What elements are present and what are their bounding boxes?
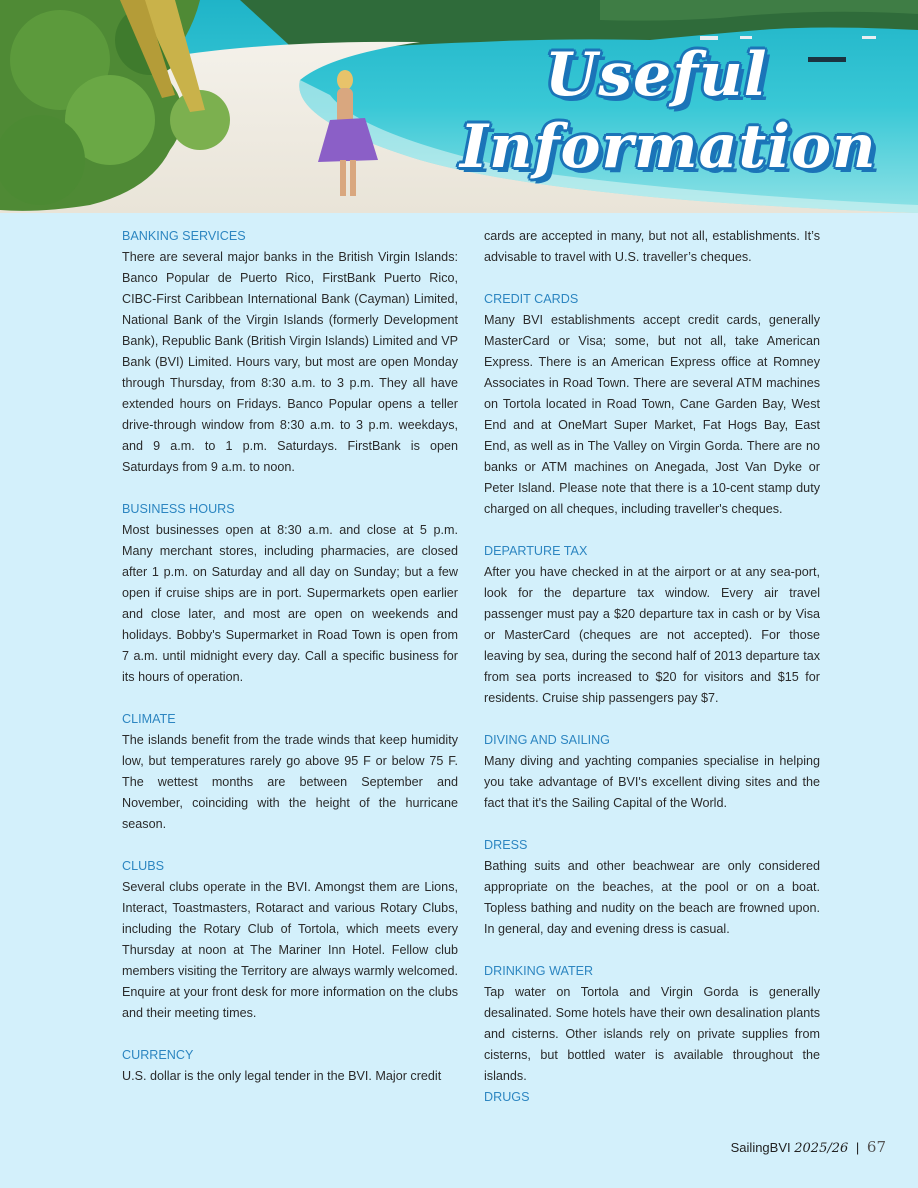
section-heading: CLIMATE: [122, 712, 176, 726]
right-column: [484, 226, 820, 1108]
section-heading: CLUBS: [122, 859, 164, 873]
section-heading: CURRENCY: [122, 1048, 194, 1062]
section-body: Many BVI establishments accept credit cards, generally MasterCard or Visa; some, but not all, take American Express. There is an American Express office at Romney Associates in Road Town. There are several ATM machines on Tortola located in Road Town, Cane Garden Bay, West End and at OneMart Super Market, Fat Hogs Bay, East End, as well as in The Valley on Virgin Gorda. There are no banks or ATM machines on Anegada, Jost Van Dyke or Peter Island. Please note that there is a 10-cent stamp duty charged on all cheques, including traveller's cheques.: [484, 313, 820, 516]
section-heading: BUSINESS HOURS: [122, 502, 235, 516]
section-body: The islands benefit from the trade winds that keep humidity low, but temperatures rarely go above 95 F or below 75 F. The wettest months are between September and November, coinciding with the height of the hurricane season.: [122, 733, 458, 831]
section-currency: [122, 1045, 458, 1087]
section-body: After you have checked in at the airport or at any sea-port, look for the departure tax window. Every air travel passenger must pay a $20 departure tax in cash or by Visa or MasterCard (cheques are not accepted). For those leaving by sea, during the second half of 2013 departure tax from sea ports increased to $20 for visitors and $15 for residents. Cruise ship passengers pay $7.: [484, 565, 820, 705]
section-departure-tax: [484, 541, 820, 709]
section-climate: [122, 709, 458, 835]
section-banking-services: [122, 226, 458, 478]
section-business-hours: [122, 499, 458, 688]
title-line-1: Useful: [545, 40, 768, 110]
publication-name: SailingBVI: [730, 1140, 791, 1155]
section-diving-and-sailing: [484, 730, 820, 814]
section-heading: BANKING SERVICES: [122, 229, 246, 243]
section-heading: CREDIT CARDS: [484, 292, 579, 306]
section-body: Most businesses open at 8:30 a.m. and close at 5 p.m. Many merchant stores, including pharmacies, are closed after 1 p.m. on Saturday and all day on Sunday; but a few open if cruise ships are in port. Supermarkets open earlier and close later, and most are open on weekends and holidays. Bobby's Supermarket in Road Town is open from 7 a.m. until midnight every day. Call a specific business for its hours of operation.: [122, 523, 458, 684]
page-footer: [731, 1138, 886, 1156]
currency-continuation: cards are accepted in many, but not all, establishments. It’s advisable to travel with U.S. traveller’s cheques.: [484, 229, 820, 264]
section-body: U.S. dollar is the only legal tender in the BVI. Major credit: [122, 1069, 442, 1083]
section-credit-cards: [484, 289, 820, 520]
section-heading-drugs: DRUGS: [484, 1090, 530, 1104]
section-clubs: [122, 856, 458, 1024]
section-body: Many diving and yachting companies specialise in helping you take advantage of BVI's excellent diving sites and the fact that it's the Sailing Capital of the World.: [484, 754, 820, 810]
issue-label: 2025/26: [794, 1141, 849, 1156]
section-heading: DEPARTURE TAX: [484, 544, 588, 558]
section-body: Several clubs operate in the BVI. Amongst them are Lions, Interact, Toastmasters, Rotaract and various Rotary Clubs, including the Rotary Club of Tortola, which meets every Thursday at noon at The Mariner Inn Hotel. Fellow club members visiting the Territory are always warmly welcomed. Enquire at your front desk for more information on the clubs and their meeting times.: [122, 880, 458, 1020]
section-heading: DRESS: [484, 838, 528, 852]
title-line-2: Information: [460, 112, 877, 182]
section-drinking-water: [484, 961, 820, 1087]
section-dress: [484, 835, 820, 940]
section-heading: DIVING AND SAILING: [484, 733, 610, 747]
footer-separator: |: [855, 1140, 860, 1155]
section-heading: DRINKING WATER: [484, 964, 594, 978]
section-body: Bathing suits and other beachwear are only considered appropriate on the beaches, at the pool or on a boat. Topless bathing and nudity on the beach are frowned upon. In general, day and evening dress is casual.: [484, 859, 820, 936]
page-title: [455, 40, 877, 200]
page-number: 67: [866, 1138, 886, 1156]
left-column: [122, 226, 458, 1108]
section-body: There are several major banks in the British Virgin Islands: Banco Popular de Puerto Rico, FirstBank Puerto Rico, CIBC-First Caribbean International Bank (Cayman) Limited, National Bank of the Virgin Islands (formerly Development Bank), Republic Bank (British Virgin Islands) Limited and VP Bank (BVI) Limited. Hours vary, but most are open Monday through Thursday, from 8:30 a.m. to 3 p.m. They all have extended hours on Fridays. Banco Popular opens a teller drive-through window from 8:30 a.m. to 3 p.m. weekdays, and 9 a.m. to 1 p.m. Saturdays. FirstBank is open Saturdays from 9 a.m. to noon.: [122, 250, 458, 474]
section-body: Tap water on Tortola and Virgin Gorda is generally desalinated. Some hotels have their own desalination plants and cisterns. Other islands rely on private supplies from cisterns, but bottled water is available throughout the islands.: [484, 985, 820, 1083]
